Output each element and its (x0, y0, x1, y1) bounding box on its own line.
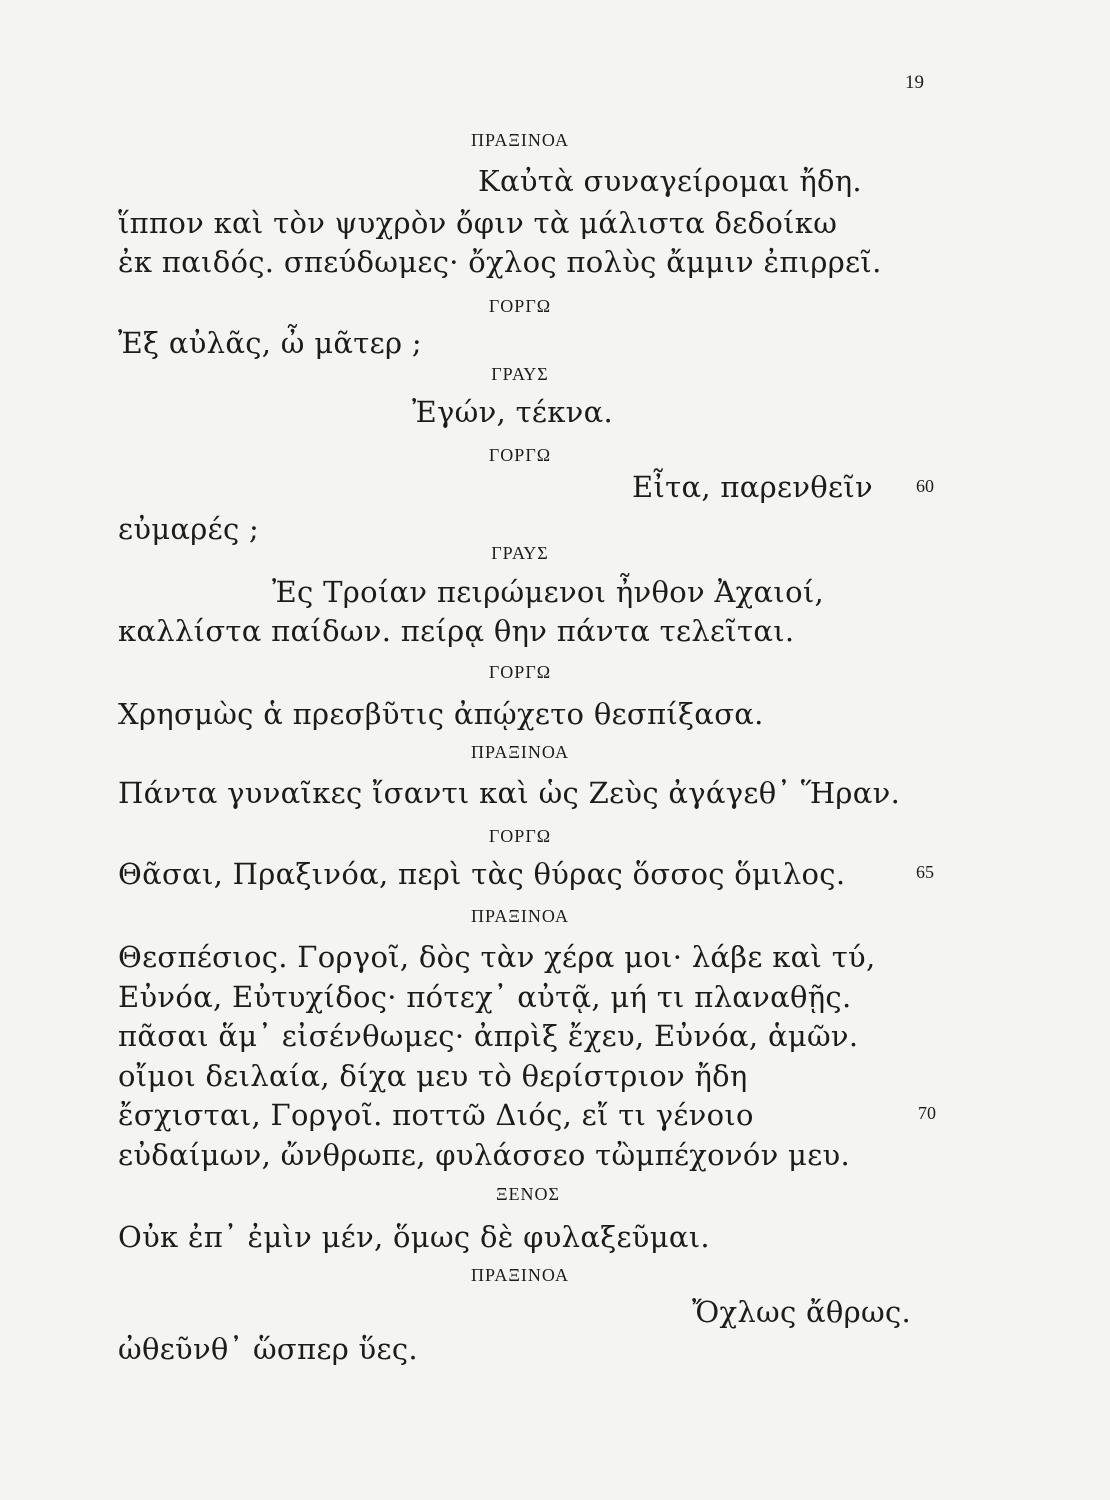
verse-line: οἴμοι δειλαία, δίχα μευ τὸ θερίστριον ἤδη (118, 1059, 748, 1093)
speaker-label: ΓΟΡΓΩ (488, 662, 552, 682)
speaker-label: ΞΕΝΟΣ (495, 1184, 561, 1204)
verse-line: ἔσχισται, Γοργοῖ. ποττῶ Διός, εἴ τι γένοιο (118, 1098, 754, 1132)
verse-line: καλλίστα παίδων. πείρᾳ θην πάντα τελεῖται. (118, 614, 795, 648)
speaker-label: ΓΡΑΥΣ (491, 364, 549, 384)
verse-line: Ἐγών, τέκνα. (412, 395, 614, 429)
speaker-label: ΠΡΑΞΙΝΟΑ (470, 130, 570, 150)
verse-line: εὐμαρές ; (118, 512, 260, 546)
verse-line: ἵππον καὶ τὸν ψυχρὸν ὄφιν τὰ μάλιστα δεδοίκω (118, 206, 838, 240)
verse-line: Θᾶσαι, Πραξινόα, περὶ τὰς θύρας ὅσσος ὅμιλος. (118, 857, 846, 891)
speaker-label: ΓΟΡΓΩ (488, 296, 552, 316)
verse-line: Χρησμὼς ἁ πρεσβῦτις ἀπῴχετο θεσπίξασα. (118, 697, 764, 731)
verse-line: Ἐς Τροίαν πειρώμενοι ἦνθον Ἀχαιοί, (272, 575, 825, 609)
line-number: 70 (918, 1103, 936, 1123)
bleed-through-texture (140, 130, 148, 160)
verse-line: Εἶτα, παρενθεῖν (632, 470, 873, 504)
verse-line: Θεσπέσιος. Γοργοῖ, δὸς τὰν χέρα μοι· λάβε καὶ τύ, (118, 940, 876, 974)
speaker-label: ΓΡΑΥΣ (491, 543, 549, 563)
speaker-label: ΠΡΑΞΙΝΟΑ (470, 1265, 570, 1285)
verse-line: πᾶσαι ἅμ᾽ εἰσένθωμες· ἀπρὶξ ἔχευ, Εὐνόα, ἁμῶν. (118, 1019, 859, 1053)
page-number: 19 (905, 72, 924, 93)
line-number: 60 (916, 476, 934, 496)
speaker-label: ΓΟΡΓΩ (488, 445, 552, 465)
verse-line: Καὐτὰ συναγείρομαι ἤδη. (478, 164, 862, 198)
verse-line: Εὐνόα, Εὐτυχίδος· πότεχ᾽ αὐτᾷ, μή τι πλαναθῇς. (118, 980, 852, 1014)
speaker-label: ΠΡΑΞΙΝΟΑ (470, 906, 570, 926)
line-number: 65 (916, 862, 934, 882)
verse-line: Ἐξ αὐλᾶς, ὦ μᾶτερ ; (118, 326, 422, 360)
speaker-label: ΠΡΑΞΙΝΟΑ (470, 742, 570, 762)
verse-line: ὠθεῦνθ᾽ ὥσπερ ὕες. (118, 1332, 418, 1366)
verse-line: Ὄχλως ἄθρως. (692, 1295, 912, 1329)
speaker-label: ΓΟΡΓΩ (488, 826, 552, 846)
verse-line: Πάντα γυναῖκες ἴσαντι καὶ ὡς Ζεὺς ἀγάγεθ᾽ Ἥραν. (118, 776, 901, 810)
verse-line: Οὐκ ἐπ᾽ ἐμὶν μέν, ὅμως δὲ φυλαξεῦμαι. (118, 1220, 710, 1254)
verse-line: ἐκ παιδός. σπεύδωμες· ὄχλος πολὺς ἄμμιν ἐπιρρεῖ. (118, 245, 882, 279)
verse-line: εὐδαίμων, ὤνθρωπε, φυλάσσεο τὢμπέχονόν μευ. (118, 1138, 850, 1172)
